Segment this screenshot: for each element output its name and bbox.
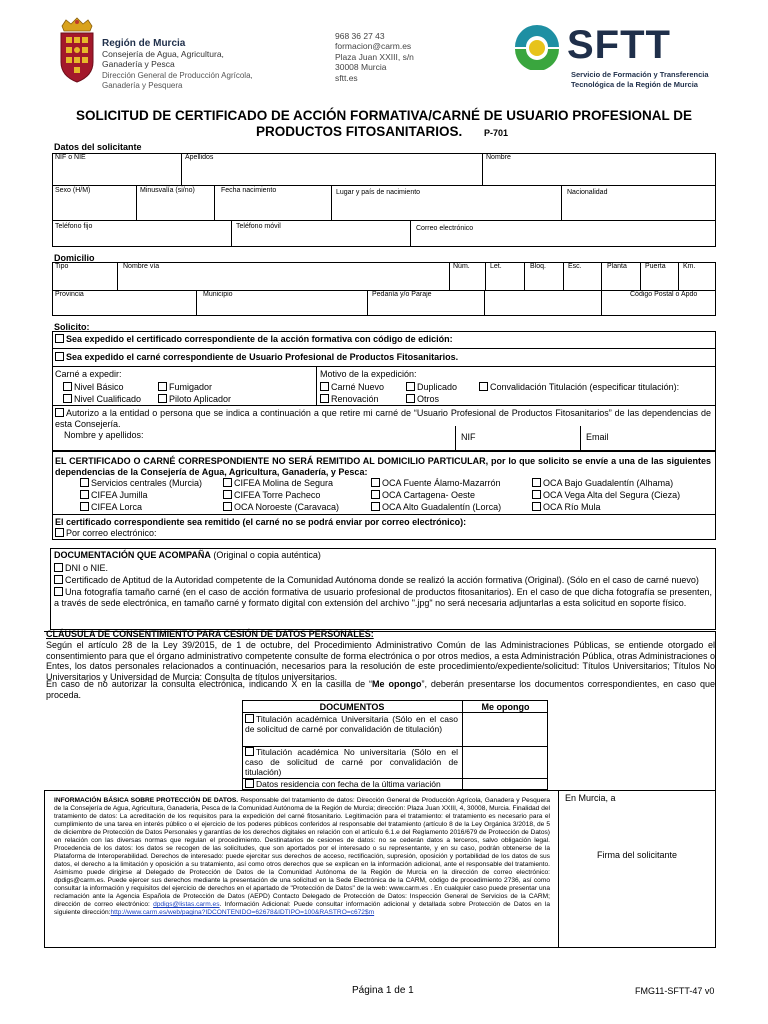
fecha-nacimiento-field[interactable]: Fecha nacimiento — [221, 187, 277, 194]
clausula-para2: En caso de no autorizar la consulta electrónica, indicando X en la casilla de “Me opongo”, deberán presentarse los documentos correspondientes, en caso que proceda. — [46, 679, 715, 700]
autorizado-nombre-field[interactable]: Nombre y apellidos: — [64, 430, 144, 440]
checkbox-autorizo — [55, 408, 64, 417]
clausula-para1: Según el artículo 28 de la Ley 39/2015, de 1 de octubre, del Procedimiento Administrativo Común de las Administraciones Públicas, se entiende otorgado el consentimiento para que el órgano administrativo competente consulte de forma electrónica o por otros medios, a esta Administración Pública, otras Administraciones o Entes, los datos personales relacionados a continuación, necesarios para la resolución de este procedimiento/expediente/solicitud: Títulos Universitarios; Títulos No Universitarios y Universidad de Murcia: Consulta de títulos universitarios. — [46, 640, 715, 682]
pedania-field[interactable]: Pedanía y/o Paraje — [372, 291, 432, 298]
contact-block — [335, 31, 414, 83]
form-title-line1: SOLICITUD DE CERTIFICADO DE ACCIÓN FORMATIVA/CARNÉ DE USUARIO PROFESIONAL DE — [75, 108, 693, 123]
direccion-general-name: Dirección General de Producción Agrícola, Ganadería y Pesquera — [102, 71, 253, 90]
doc-fotografia[interactable]: Una fotografía tamaño carné (en el caso de acción formativa de usuario profesional de productos fitosanitarios). En el caso de que dicha fotografía se presenten, a través de sede electrónica, en tamaño carné y formato digital con extensión del archivo ".jpg" no será necesaria adjuntarlas a esta solicitud en soporte físico. — [54, 587, 712, 608]
checkbox-nivel-cualificado — [63, 394, 72, 403]
telefono-movil-field[interactable]: Teléfono móvil — [236, 223, 281, 230]
carne-nivel-cualificado[interactable]: Nivel Cualificado — [63, 394, 141, 404]
checkbox-doc-fotografia — [54, 587, 63, 596]
checkbox-office — [532, 502, 541, 511]
checkbox-oppose-residencia[interactable] — [245, 779, 254, 788]
checkbox-otros — [406, 394, 415, 403]
office-oca-alto-guadalentin[interactable]: OCA Alto Guadalentín (Lorca) — [371, 502, 501, 512]
checkbox-oppose-universitaria[interactable] — [245, 714, 254, 723]
nif-field[interactable]: NIF o NIE — [55, 154, 86, 161]
dpd-email-link[interactable]: dpdigs@listas.carm.es — [153, 901, 220, 908]
carne-piloto-aplicador[interactable]: Piloto Aplicador — [158, 394, 231, 404]
contact-web: sftt.es — [335, 72, 358, 83]
carne-heading: Carné a expedir: — [55, 369, 122, 379]
carne-nivel-basico[interactable]: Nivel Básico — [63, 382, 124, 392]
municipio-field[interactable]: Municipio — [203, 291, 233, 298]
office-cifea-molina[interactable]: CIFEA Molina de Segura — [223, 478, 333, 488]
solicitante-table — [52, 153, 716, 247]
por-correo-option[interactable]: Por correo electrónico: — [55, 528, 157, 538]
region-name: Región de Murcia — [102, 38, 186, 49]
office-cifea-jumilla[interactable]: CIFEA Jumilla — [80, 490, 148, 500]
domicilio-heading: Domicilio — [54, 253, 95, 263]
checkbox-office — [80, 478, 89, 487]
autorizado-nif-field[interactable]: NIF — [461, 432, 476, 442]
office-oca-noroeste[interactable]: OCA Noroeste (Caravaca) — [223, 502, 339, 512]
office-cifea-torre-pacheco[interactable]: CIFEA Torre Pacheco — [223, 490, 320, 500]
checkbox-doc-dni — [54, 563, 63, 572]
lugar-nacimiento-field[interactable]: Lugar y país de nacimiento — [336, 189, 421, 196]
checkbox-nivel-basico — [63, 382, 72, 391]
checkbox-duplicado — [406, 382, 415, 391]
telefono-fijo-field[interactable]: Teléfono fijo — [55, 223, 93, 230]
autorizado-email-field[interactable]: Email — [586, 432, 609, 442]
oppose-row-residencia: Datos residencia con fecha de la última variación — [245, 779, 441, 789]
num-field[interactable]: Núm. — [453, 263, 470, 270]
checkbox-convalidacion — [479, 382, 488, 391]
office-servicios-centrales[interactable]: Servicios centrales (Murcia) — [80, 478, 202, 488]
escalera-field[interactable]: Esc. — [568, 263, 582, 270]
contact-phone: 968 36 27 43 — [335, 31, 385, 41]
oppose-row-universitaria: Titulación académica Universitaria (Sólo en el caso de solicitud de carné por convalidación de titulación) — [245, 714, 458, 734]
checkbox-carne-nuevo — [320, 382, 329, 391]
correo-field[interactable]: Correo electrónico — [416, 225, 474, 232]
checkbox-office — [223, 502, 232, 511]
apellidos-field[interactable]: Apellidos — [185, 154, 214, 161]
opt-carne[interactable]: Sea expedido el carné correspondiente de Usuario Profesional de Productos Fitosanitarios. — [55, 352, 458, 362]
checkbox-office — [223, 478, 232, 487]
contact-email: formacion@carm.es — [335, 41, 412, 52]
checkbox-fumigador — [158, 382, 167, 391]
solicitante-heading: Datos del solicitante — [54, 142, 142, 152]
letra-field[interactable]: Let. — [490, 263, 502, 270]
domicilio-table — [52, 262, 716, 316]
minusvalia-field[interactable]: Minusvalía (si/no) — [140, 187, 195, 194]
checkbox-office — [532, 478, 541, 487]
table-head-documentos: DOCUMENTOS — [319, 702, 385, 712]
sftt-subtitle: Servicio de Formación y Transferencia Tecnológica de la Región de Murcia — [571, 70, 709, 89]
checkbox-piloto-aplicador — [158, 394, 167, 403]
contact-address: Plaza Juan XXIII, s/n — [335, 51, 414, 62]
contact-city: 30008 Murcia — [335, 62, 387, 73]
page-number: Página 1 de 1 — [352, 985, 414, 996]
office-oca-rio-mula[interactable]: OCA Río Mula — [532, 502, 601, 512]
checkbox-oppose-no-universitaria[interactable] — [245, 747, 254, 756]
autorizo-option[interactable]: Autorizo a la entidad o persona que se indica a continuación a que retire mi carné de “Usuario Profesional de Productos Fitosanitarios” de las dependencias de esta Consejería. — [55, 408, 711, 429]
nacionalidad-field[interactable]: Nacionalidad — [567, 189, 608, 196]
proteccion-heading: INFORMACIÓN BÁSICA SOBRE PROTECCIÓN DE DATOS. — [54, 797, 239, 804]
clausula-heading: CLÁUSULA DE CONSENTIMIENTO PARA CESIÓN DE DATOS PERSONALES: — [46, 629, 374, 639]
documentacion-heading: DOCUMENTACIÓN QUE ACOMPAÑA (Original o copia auténtica) — [54, 550, 321, 560]
doc-certificado-aptitud[interactable]: Certificado de Aptitud de la Autoridad competente de la Comunidad Autónoma donde se realizó la acción formativa (Original). (Sólo en el caso de carné nuevo) — [54, 575, 699, 585]
sftt-logo-text: SFTT — [567, 23, 671, 67]
proteccion-info-link[interactable]: http://www.carm.es/web/pagina?IDCONTENIDO=62678&IDTIPO=100&RASTRO=c672$m — [110, 909, 375, 916]
sexo-field[interactable]: Sexo (H/M) — [55, 187, 91, 194]
office-oca-vega-alta[interactable]: OCA Vega Alta del Segura (Cieza) — [532, 490, 680, 500]
checkbox-office — [532, 490, 541, 499]
en-murcia-label: En Murcia, a — [565, 793, 616, 803]
office-cifea-lorca[interactable]: CIFEA Lorca — [80, 502, 142, 512]
checkbox-office — [371, 502, 380, 511]
checkbox-doc-certificado — [54, 575, 63, 584]
bloque-field[interactable]: Bloq. — [530, 263, 546, 270]
planta-field[interactable]: Planta — [607, 263, 627, 270]
oppose-row-no-universitaria: Titulación académica No universitaria (Sólo en el caso de solicitud de carné por convalidación de titulación) — [245, 747, 458, 777]
checkbox-por-correo — [55, 528, 64, 537]
provincia-field[interactable]: Provincia — [55, 291, 84, 298]
checkbox-renovacion — [320, 394, 329, 403]
form-code: P-701 — [484, 128, 509, 138]
envio-text: EL CERTIFICADO O CARNÉ CORRESPONDIENTE NO SERÁ REMITIDO AL DOMICILIO PARTICULAR, por lo que solicito se envíe a una de las siguientes dependencias de la Consejería de Agua, Agricultura, Ganadería, y Pesca: — [55, 456, 711, 477]
doc-dni[interactable]: DNI o NIE. — [54, 563, 108, 573]
table-head-me-opongo: Me opongo — [481, 702, 530, 712]
form-title-line2: PRODUCTOS FITOSANITARIOS. — [256, 124, 463, 139]
nombre-via-field[interactable]: Nombre vía — [123, 263, 160, 270]
form-version-code: FMG11-SFTT-47 v0 — [635, 986, 715, 996]
office-oca-cartagena[interactable]: OCA Cartagena- Oeste — [371, 490, 475, 500]
solicito-heading: Solicito: — [54, 322, 90, 332]
tipo-via-field[interactable]: Tipo — [55, 263, 69, 270]
proteccion-datos-text: INFORMACIÓN BÁSICA SOBRE PROTECCIÓN DE DATOS. Responsable del tratamiento de datos: Dirección General de Producción Agrícola, Ganadera y Pesquera de la Consejería de Agua, Agricultura, Ganadería, Pesca de la Comunidad Autónoma de la Región de Murcia; dirección: Plaza Juan XXIII, 4, 30008, Murcia. Finalidad del tratamiento de datos: La acreditación de los requisitos para la expedición del carné fitosanitario. Legitimación para el tratamiento: el tratamiento es necesario para el cumplimiento de una tarea en interés público o el ejercicio de los poderes públicos conferidos al responsable del tratamiento (artículo 8 de la Ley Orgánica 3/2018, de 5 de diciembre de Protección de Datos Personales y garantías de los derechos digitales en relación con el artículo 6.1.e del Reglamento 2016/679 de Protección de Datos) en relación con las diversas normas que regulan el procedimiento. Destinatarios de cesiones de datos: no se cederán datos a terceros, salvo obligación legal. Procedencia de los datos: los datos se recogen de las solicitudes, que son aportados por el interesado o su representante, y en su caso, podrán obtenerse de la Plataforma de Interoperabilidad. Derechos de interesado: puede ejercitar sus derechos de acceso, rectificación, supresión, oposición y portabilidad de los datos de sus datos, el derecho a la limitación y oposición a su tratamiento, así como otros derechos que se explican en la información adicional, ante el responsable del tratamiento. Asimismo puede dirigirse al Delegado de Protección de Datos de la Comunidad Autónoma de la Región de Murcia en la dirección de correo electrónico: dpdigs@carm.es. Puede ejercer sus derechos mediante la presentación de una solicitud en la Sede Electrónica de la CARM, código de procedimiento 2736, así como consultar la información y requisitos del ejercicio de derechos en el apartado de "Protección de Datos" de la web: www.carm.es . En cualquier caso puede presentar una reclamación ante la Agencia Española de Protección de Datos (AEPD) Contacto Delegado de Protección de Datos: Inspección General de Servicios de la CARM; dirección de correo electrónico: dpdigs@listas.carm.es. Información Adicional: Puede consultar información adicional y detallada sobre Protección de Datos en la siguiente dirección:http://www.carm.es/web/pagina?IDCONTENIDO=62678&IDTIPO=100&RASTRO=c672$m — [54, 797, 550, 916]
office-oca-bajo-guadalentin[interactable]: OCA Bajo Guadalentín (Alhama) — [532, 478, 673, 488]
opt-certificado[interactable]: Sea expedido el certificado correspondiente de la acción formativa con código de edición: — [55, 334, 453, 344]
carne-fumigador[interactable]: Fumigador — [158, 382, 212, 392]
codigo-postal-field[interactable]: Código Postal o Apdo — [630, 291, 698, 298]
office-oca-fuente-alamo[interactable]: OCA Fuente Álamo-Mazarrón — [371, 478, 501, 488]
puerta-field[interactable]: Puerta — [645, 263, 666, 270]
checkbox-office — [371, 478, 380, 487]
checkbox-certificado[interactable] — [55, 334, 64, 343]
checkbox-carne[interactable] — [55, 352, 64, 361]
region-crest-icon — [56, 16, 98, 84]
checkbox-office — [371, 490, 380, 499]
consejeria-name: Consejería de Agua, Agricultura, Ganadería y Pesca — [102, 49, 224, 69]
sftt-logo-icon — [512, 24, 562, 70]
checkbox-office — [223, 490, 232, 499]
firma-label: Firma del solicitante — [597, 850, 678, 860]
km-field[interactable]: Km. — [683, 263, 696, 270]
envio-email-text: El certificado correspondiente sea remitido (el carné no se podrá enviar por correo electrónico): — [55, 517, 467, 527]
motivo-renovacion[interactable]: Renovación — [320, 394, 379, 404]
nombre-field[interactable]: Nombre — [486, 154, 511, 161]
checkbox-office — [80, 490, 89, 499]
form-title — [50, 108, 718, 124]
motivo-convalidacion[interactable]: Convalidación Titulación (especificar titulación): — [479, 382, 679, 392]
motivo-otros[interactable]: Otros — [406, 394, 439, 404]
motivo-duplicado[interactable]: Duplicado — [406, 382, 457, 392]
checkbox-office — [80, 502, 89, 511]
motivo-heading: Motivo de la expedición: — [320, 369, 417, 379]
motivo-carne-nuevo[interactable]: Carné Nuevo — [320, 382, 384, 392]
